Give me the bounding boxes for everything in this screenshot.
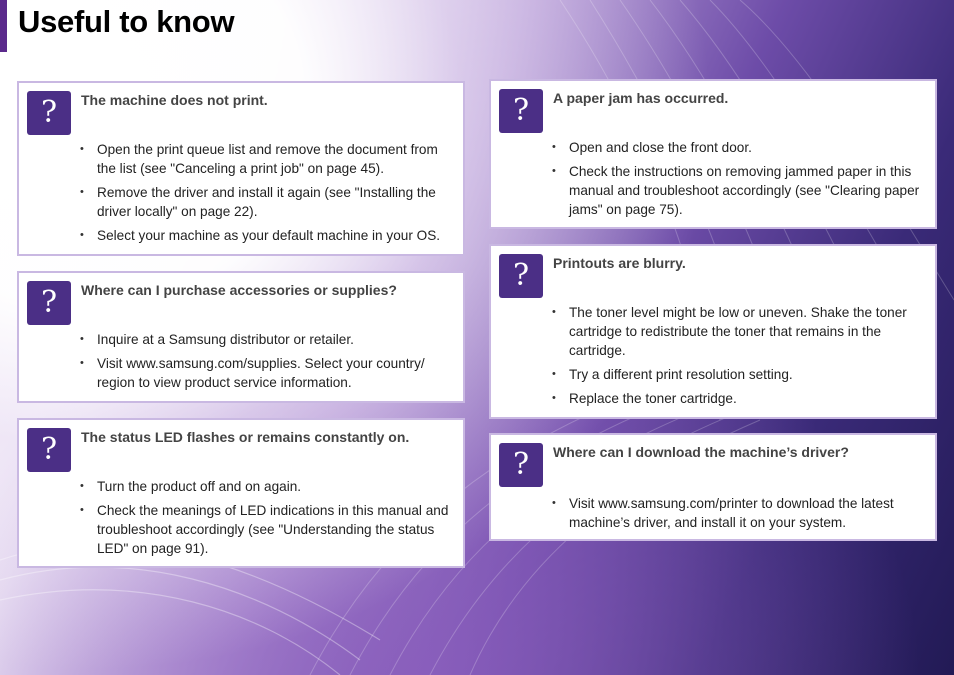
faq-card-title: Printouts are blurry.: [553, 255, 686, 271]
page-title: Useful to know: [18, 4, 235, 39]
faq-card-title: The status LED flashes or remains constantly on.: [81, 429, 410, 445]
question-icon: ?: [499, 89, 543, 133]
list-item: • Select your machine as your default machine in your OS.: [79, 226, 455, 245]
faq-card-list: [79, 330, 455, 397]
list-item: • Open and close the front door.: [551, 138, 927, 157]
faq-card-blurry-printouts: [489, 244, 937, 419]
faq-card-title: A paper jam has occurred.: [553, 90, 729, 106]
list-item: • Remove the driver and install it again (see "Installing the driver locally" on page 22).: [79, 183, 455, 221]
list-item: • Turn the product off and on again.: [79, 477, 455, 496]
question-icon: ?: [27, 281, 71, 325]
list-item: • Check the instructions on removing jammed paper in this manual and troubleshoot accordingly (see "Clearing paper jams" on page 75).: [551, 162, 927, 219]
faq-card-purchase-supplies: [17, 271, 465, 403]
faq-card-list: [551, 494, 927, 537]
question-icon: ?: [499, 443, 543, 487]
faq-card-list: [551, 303, 927, 413]
faq-card-download-driver: [489, 433, 937, 541]
list-item: • Try a different print resolution setting.: [551, 365, 927, 384]
list-item: • Check the meanings of LED indications in this manual and troubleshoot accordingly (see "Understanding the status LED" on page 91).: [79, 501, 455, 558]
title-accent-bar: [0, 0, 7, 52]
list-item: • Open the print queue list and remove the document from the list (see "Canceling a print job" on page 45).: [79, 140, 455, 178]
question-icon: ?: [27, 428, 71, 472]
faq-card-list: [551, 138, 927, 224]
faq-card-machine-does-not-print: [17, 81, 465, 256]
faq-card-title: The machine does not print.: [81, 92, 268, 108]
faq-card-status-led: [17, 418, 465, 568]
list-item: • The toner level might be low or uneven. Shake the toner cartridge to redistribute the toner that remains in the cartridge.: [551, 303, 927, 360]
list-item: • Replace the toner cartridge.: [551, 389, 927, 408]
question-icon: ?: [27, 91, 71, 135]
list-item: • Visit www.samsung.com/printer to download the latest machine’s driver, and install it on your system.: [551, 494, 927, 532]
faq-card-title: Where can I download the machine’s driver?: [553, 444, 849, 460]
list-item: • Visit www.samsung.com/supplies. Select your country/ region to view product service information.: [79, 354, 455, 392]
faq-card-paper-jam: [489, 79, 937, 229]
faq-card-list: [79, 140, 455, 250]
faq-card-list: [79, 477, 455, 563]
faq-card-title: Where can I purchase accessories or supplies?: [81, 282, 397, 298]
question-icon: ?: [499, 254, 543, 298]
list-item: • Inquire at a Samsung distributor or retailer.: [79, 330, 455, 349]
